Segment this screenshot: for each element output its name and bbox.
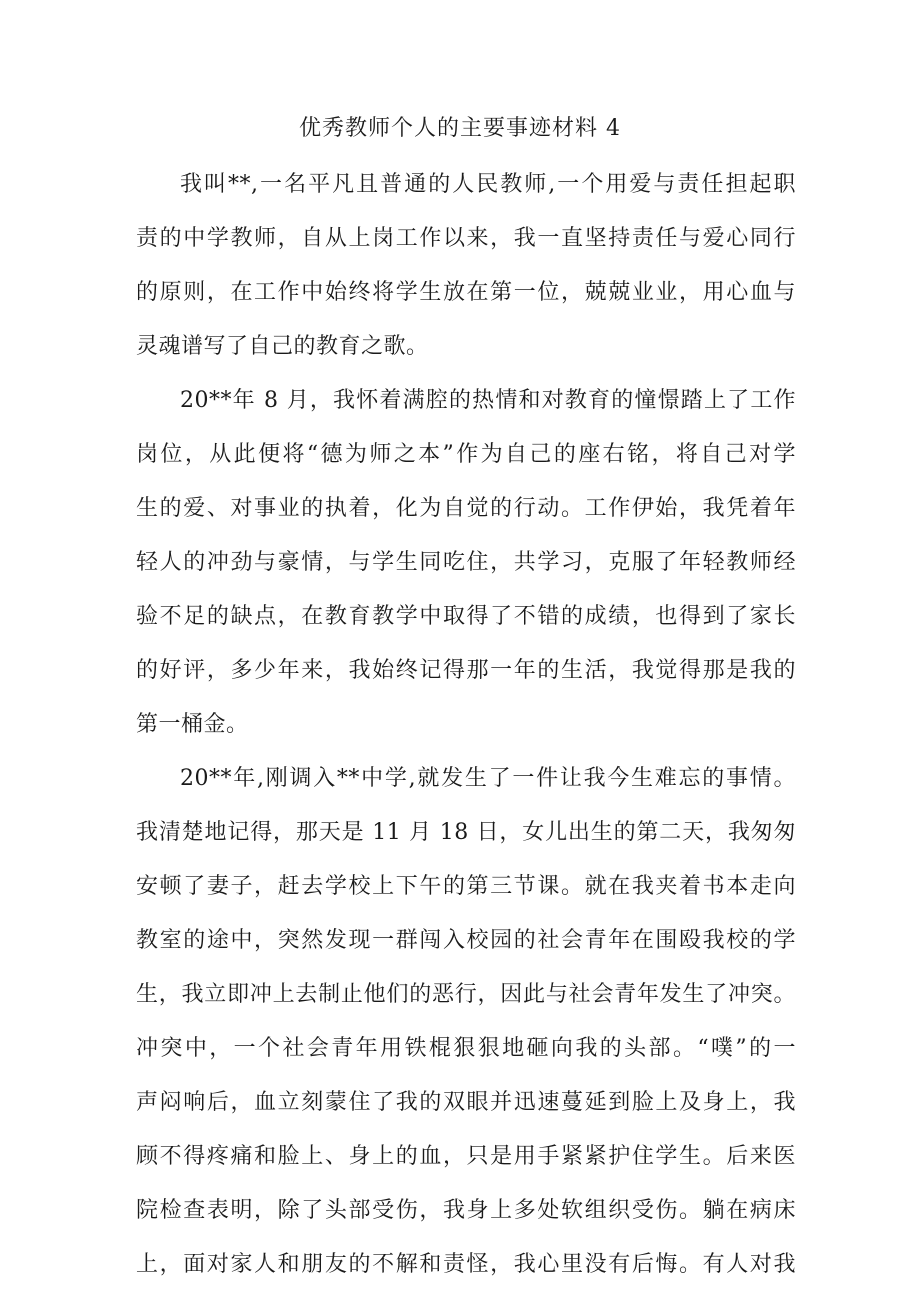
text-line: 20**年,刚调入**中学,就发生了一件让我今生难忘的事情。 [180, 766, 796, 791]
text-line: 岗位，从此便将“德为师之本”作为自己的座右铭，将自己对学 [136, 442, 796, 467]
text-line: 上，面对家人和朋友的不解和责怪，我心里没有后悔。有人对我 [136, 1252, 796, 1277]
text-line: 验不足的缺点，在教育教学中取得了不错的成绩，也得到了家长 [136, 604, 796, 629]
text-line: 我清楚地记得，那天是 11 月 18 日，女儿出生的第二天，我匆匆 [136, 820, 796, 845]
text-line: 的原则，在工作中始终将学生放在第一位，兢兢业业，用心血与 [136, 280, 796, 305]
paragraph-1 [136, 158, 796, 374]
text-line: 声闷响后，血立刻蒙住了我的双眼并迅速蔓延到脸上及身上，我 [136, 1090, 796, 1115]
text-line: 生的爱、对事业的执着，化为自觉的行动。工作伊始，我凭着年 [136, 496, 796, 521]
text-line: 我叫**,一名平凡且普通的人民教师,一个用爱与责任担起职 [180, 172, 796, 197]
text-line: 教室的途中，突然发现一群闯入校园的社会青年在围殴我校的学 [136, 928, 796, 953]
text-line: 生，我立即冲上去制止他们的恶行，因此与社会青年发生了冲突。 [136, 982, 796, 1007]
document-body [136, 158, 796, 1292]
paragraph-2 [136, 374, 796, 752]
paragraph-3 [136, 752, 796, 1292]
text-line: 责的中学教师，自从上岗工作以来，我一直坚持责任与爱心同行 [136, 226, 796, 251]
document-title: 优秀教师个人的主要事迹材料 4 [299, 116, 621, 141]
text-line: 第一桶金。 [136, 712, 249, 737]
text-line: 20**年 8 月，我怀着满腔的热情和对教育的憧憬踏上了工作 [180, 388, 796, 413]
text-line: 轻人的冲劲与豪情，与学生同吃住，共学习，克服了年轻教师经 [136, 550, 796, 575]
text-line: 安顿了妻子，赶去学校上下午的第三节课。就在我夹着书本走向 [136, 874, 796, 899]
text-line: 院检查表明，除了头部受伤，我身上多处软组织受伤。躺在病床 [136, 1198, 796, 1223]
text-line: 的好评，多少年来，我始终记得那一年的生活，我觉得那是我的 [136, 658, 796, 683]
text-line: 灵魂谱写了自己的教育之歌。 [136, 334, 429, 359]
text-line: 顾不得疼痛和脸上、身上的血，只是用手紧紧护住学生。后来医 [136, 1144, 796, 1169]
text-line: 冲突中，一个社会青年用铁棍狠狠地砸向我的头部。“噗”的一 [136, 1036, 796, 1061]
